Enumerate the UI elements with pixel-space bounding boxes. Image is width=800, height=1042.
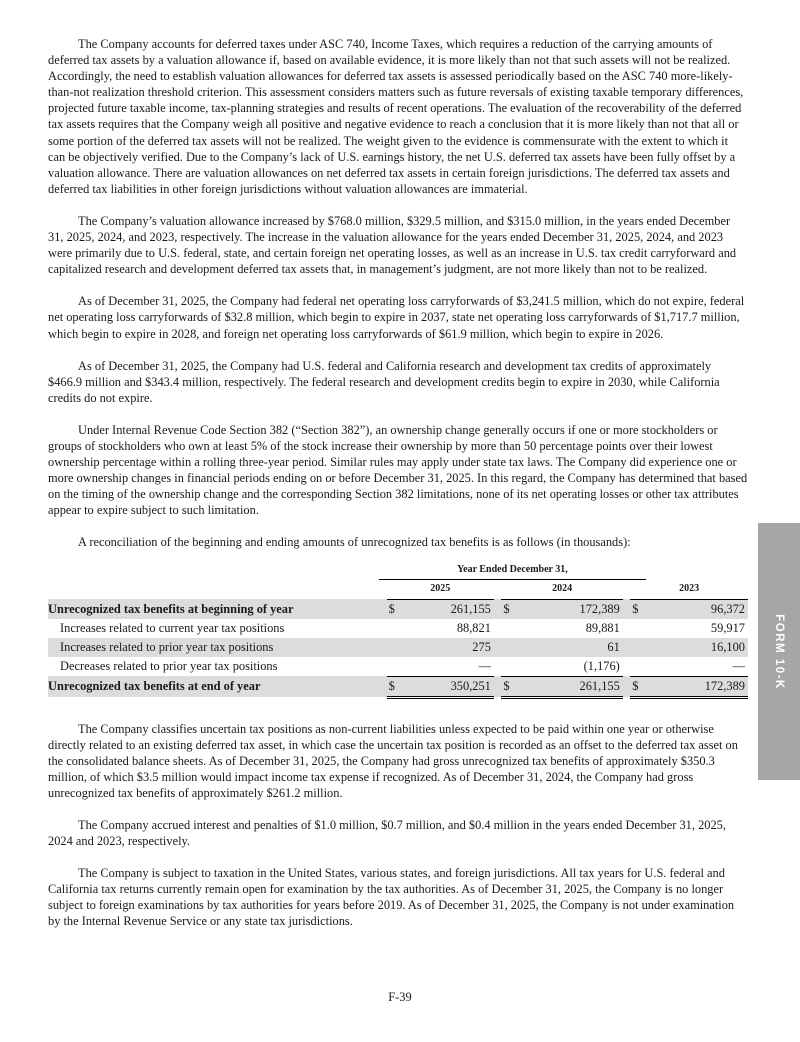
currency-symbol	[630, 619, 646, 638]
table-row	[48, 638, 748, 657]
currency-symbol	[501, 638, 517, 657]
currency-symbol	[501, 657, 517, 677]
side-tab-label: FORM 10-K	[773, 613, 786, 690]
row-label: Decreases related to prior year tax positions	[60, 659, 278, 674]
currency-symbol: $	[501, 676, 517, 697]
currency-symbol: $	[387, 599, 403, 619]
page-number: F-39	[388, 990, 412, 1004]
currency-symbol	[387, 619, 403, 638]
value-2024: 172,389	[517, 599, 623, 619]
table-year-header-row	[48, 580, 748, 600]
value-2025: —	[478, 658, 491, 673]
paragraph-section-382: Under Internal Revenue Code Section 382 (“Section 382”), an ownership change generally occurs if one or more stockholders or groups of stockholders who own at least 5% of the stock increase their ownership by more than 50 percentage points over their lowest ownership percentage within a rolling three-year period. Similar rules may apply under state tax laws. The Company did experience one or more ownership changes in financial periods ending on or before December 31, 2025. In this regard, the Company has determined that based on the timing of the ownership change and the corresponding Section 382 limitations, none of its net operating losses or other tax attributes appear to expire subject to such limitation.	[48, 422, 748, 518]
currency-symbol: $	[630, 676, 646, 697]
value-2024: 261,155	[517, 676, 623, 697]
value-2025: 350,251	[402, 676, 494, 697]
currency-symbol	[501, 619, 517, 638]
currency-symbol	[630, 638, 646, 657]
row-label: Increases related to prior year tax positions	[48, 638, 379, 657]
year-ended-header: Year Ended December 31,	[379, 561, 646, 580]
form-10k-side-tab	[758, 523, 800, 780]
table-row	[48, 657, 748, 677]
table-group-header-row	[48, 561, 748, 580]
value-2025: 275	[402, 638, 494, 657]
table-row-total	[48, 676, 748, 697]
currency-symbol: $	[630, 599, 646, 619]
paragraph-reconciliation-intro: A reconciliation of the beginning and ending amounts of unrecognized tax benefits is as follows (in thousands):	[78, 535, 631, 550]
value-2023: 59,917	[710, 620, 745, 635]
value-2024: 89,881	[585, 620, 620, 635]
currency-symbol	[387, 657, 403, 677]
currency-symbol	[630, 657, 646, 677]
value-2025: 88,821	[456, 620, 491, 635]
table-row	[48, 599, 748, 619]
value-2023: 172,389	[646, 676, 748, 697]
currency-symbol: $	[387, 676, 403, 697]
table-row	[48, 619, 748, 638]
unrecognized-tax-benefits-table	[48, 561, 748, 699]
value-2024: (1,176)	[583, 658, 620, 673]
value-2023: —	[732, 658, 745, 673]
value-2025: 261,155	[402, 599, 494, 619]
year-header-2025: 2025	[387, 580, 494, 600]
value-2024: 61	[517, 638, 623, 657]
paragraph-valuation-allowance: The Company’s valuation allowance increased by $768.0 million, $329.5 million, and $315.0 million, in the years ended December 31, 2025, 2024, and 2023, respectively. The increase in the valuation allowance for the years ended December 31, 2025, 2024, and 2023 were primarily due to U.S. federal, state, and certain foreign net operating losses, as well as an increase in U.S. tax credit carryforward and capitalized research and development deferred tax assets that, in management’s judgment, are not more likely than not to be realized.	[48, 213, 737, 277]
paragraph-deferred-taxes: The Company accounts for deferred taxes under ASC 740, Income Taxes, which requires a reduction of the carrying amounts of deferred tax assets by a valuation allowance if, based on available evidence, it is more likely than not that such assets will not be realized. Accordingly, the need to establish valuation allowances for deferred tax assets is assessed periodically based on the ASC 740 more-likely-than-not realization threshold criterion. This assessment considers matters such as future reversals of existing taxable temporary differences, projected future taxable income, tax-planning strategies and results of recent operations. The evaluation of the recoverability of the deferred tax assets requires that the Company weigh all positive and negative evidence to reach a conclusion that it is more likely than not that all or some portion of the deferred tax assets will not be realized. The weight given to the evidence is commensurate with the extent to which it can be objectively verified. Due to the Company’s lack of U.S. earnings history, the net U.S. deferred tax assets have been fully offset by a valuation allowance. There are valuation allowances on net deferred tax assets in certain foreign jurisdictions. The deferred tax assets and deferred tax liabilities in other foreign jurisdictions without valuation allowances are immaterial.	[48, 37, 744, 196]
year-header-2023: 2023	[630, 580, 748, 600]
paragraph-uncertain-tax-positions: The Company classifies uncertain tax positions as non-current liabilities unless expected to be paid within one year or otherwise directly related to an existing deferred tax asset, in which case the uncertain tax position is recorded as an offset to the deferred tax asset on the consolidated balance sheets. As of December 31, 2025, the Company had gross unrecognized tax benefits of approximately $350.3 million, of which $3.5 million would impact income tax expense if recognized. As of December 31, 2024, the Company had gross unrecognized tax benefits of approximately $261.2 million.	[48, 721, 738, 800]
document-body	[48, 36, 748, 946]
paragraph-rd-credits: As of December 31, 2025, the Company had U.S. federal and California research and development tax credits of approximately $466.9 million and $343.4 million, respectively. The federal research and development credits begin to expire in 2030, while California credits do not expire.	[48, 358, 720, 405]
year-header-2024: 2024	[501, 580, 622, 600]
value-2023: 96,372	[646, 599, 748, 619]
row-label: Unrecognized tax benefits at end of year	[48, 676, 379, 697]
row-label: Increases related to current year tax positions	[60, 620, 285, 635]
row-label: Unrecognized tax benefits at beginning of year	[48, 599, 379, 619]
paragraph-tax-jurisdictions: The Company is subject to taxation in the United States, various states, and foreign jurisdictions. All tax years for U.S. federal and California tax returns currently remain open for examination by the tax authorities. As of December 31, 2025, the Company is no longer subject to foreign examinations by tax authorities for years before 2019. As of December 31, 2025, the Company is not under examination by the Internal Revenue Service or any state tax jurisdictions.	[48, 866, 735, 929]
currency-symbol	[387, 638, 403, 657]
paragraph-interest-penalties: The Company accrued interest and penalties of $1.0 million, $0.7 million, and $0.4 million in the years ended December 31, 2025, 2024 and 2023, respectively.	[48, 818, 726, 849]
value-2023: 16,100	[646, 638, 748, 657]
paragraph-nol-carryforwards: As of December 31, 2025, the Company had federal net operating loss carryforwards of $3,241.5 million, which do not expire, federal net operating loss carryforwards of $32.8 million, which begin to expire in 2037, state net operating loss carryforwards of $1,717.7 million, which begin to expire in 2028, and foreign net operating loss carryforwards of $61.9 million, which begin to expire in 2026.	[48, 294, 745, 341]
currency-symbol: $	[501, 599, 517, 619]
